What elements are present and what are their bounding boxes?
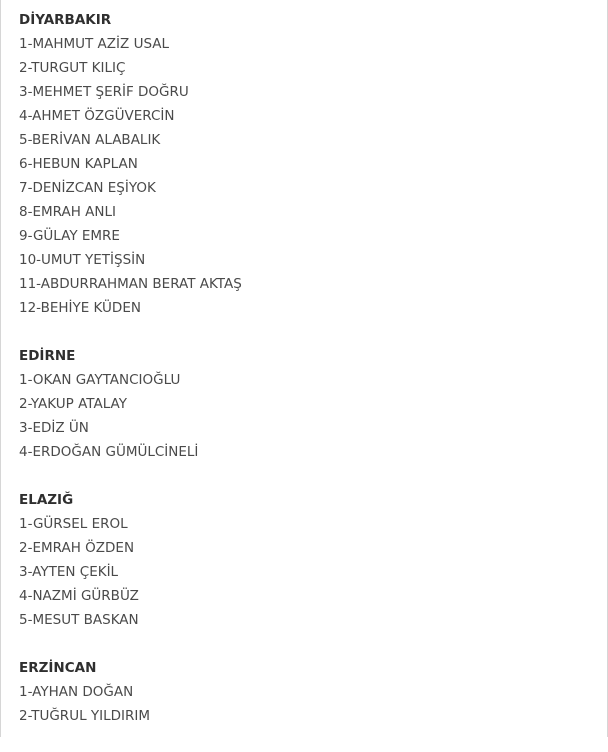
section-edirne xyxy=(19,344,589,464)
section-heading: ERZİNCAN xyxy=(19,660,97,676)
list-item: 11-ABDURRAHMAN BERAT AKTAŞ xyxy=(19,276,242,292)
list-item: 2-YAKUP ATALAY xyxy=(19,396,127,412)
section-erzincan xyxy=(19,656,589,728)
list-item: 4-NAZMİ GÜRBÜZ xyxy=(19,588,139,604)
list-item: 2-TUĞRUL YILDIRIM xyxy=(19,708,151,724)
list-item: 5-BERİVAN ALABALIK xyxy=(19,132,161,148)
list-item: 12-BEHİYE KÜDEN xyxy=(19,300,141,316)
list-item: 2-EMRAH ÖZDEN xyxy=(19,540,135,556)
list-item: 4-ERDOĞAN GÜMÜLCİNELİ xyxy=(19,444,199,460)
list-item: 1-OKAN GAYTANCIOĞLU xyxy=(19,372,181,388)
section-diyarbakir xyxy=(19,8,589,320)
list-item: 5-MESUT BASKAN xyxy=(19,612,139,628)
list-item: 7-DENİZCAN EŞİYOK xyxy=(19,180,156,196)
list-item: 3-AYTEN ÇEKİL xyxy=(19,564,119,580)
list-item: 8-EMRAH ANLI xyxy=(19,204,116,220)
section-heading: ELAZIĞ xyxy=(19,492,74,508)
list-item: 3-MEHMET ŞERİF DOĞRU xyxy=(19,84,189,100)
section-heading: EDİRNE xyxy=(19,348,76,364)
candidate-list xyxy=(19,8,589,752)
list-item: 1-MAHMUT AZİZ USAL xyxy=(19,36,170,52)
list-item: 3-EDİZ ÜN xyxy=(19,420,89,436)
section-elazig xyxy=(19,488,589,632)
list-item: 9-GÜLAY EMRE xyxy=(19,228,120,244)
list-item: 6-HEBUN KAPLAN xyxy=(19,156,138,172)
list-item: 10-UMUT YETİŞSİN xyxy=(19,252,146,268)
list-item: 2-TURGUT KILIÇ xyxy=(19,60,126,76)
list-item: 4-AHMET ÖZGÜVERCİN xyxy=(19,108,175,124)
section-heading: DİYARBAKIR xyxy=(19,12,112,28)
list-item: 1-GÜRSEL EROL xyxy=(19,516,128,532)
list-item: 1-AYHAN DOĞAN xyxy=(19,684,134,700)
